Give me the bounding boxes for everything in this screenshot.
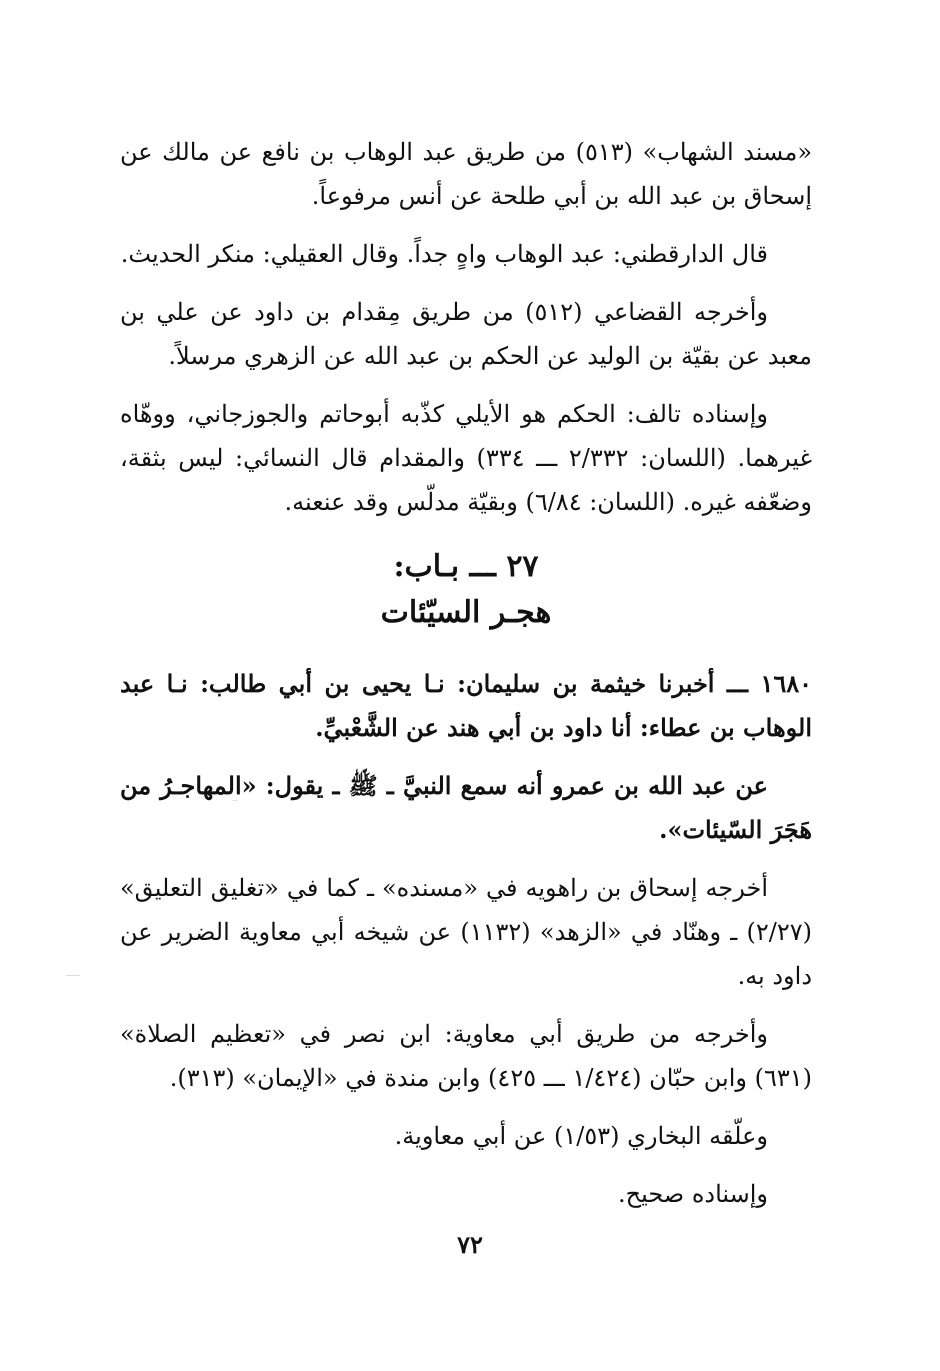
paragraph-musnad-shihab: «مسند الشهاب» (٥١٣) من طريق عبد الوهاب بن نافع عن مالك عن إسحاق بن عبد الله بن أبي طلحة عن أنس مرفوعاً. [120,138,813,210]
page-content [120,130,812,1230]
paragraph-isnad-talif: وإسناده تالف: الحكم هو الأيلي كذّبه أبوحاتم والجوزجاني، ووهّاه غيرهما. (اللسان: ٢/٣٣٢ ـــ ٣٣٤) والمقدام قال النسائي: ليس بثقة، وضعّفه غيره. (اللسان: ٦/٨٤) وبقيّة مدلّس وقد عنعنه. [120,400,812,516]
hadith-isnad: ١٦٨٠ ـــ أخبرنا خيثمة بن سليمان: نـا يحيى بن أبي طالب: نـا عبد الوهاب بن عطاء: أنا داود بن أبي هند عن الشَّعْبيِّ. [120,669,812,742]
paragraph-qudai: وأخرجه القضاعي (٥١٢) من طريق مِقدام بن داود عن علي بن معبد عن بقيّة بن الوليد عن الحكم بن عبد الله عن الزهري مرسلاً. [120,298,812,370]
hadith-matn: عن عبد الله بن عمرو أنه سمع النبيَّ ـ ﷺ ـ يقول: «المهاجـرُ من هَجَرَ السّيئات». [120,771,812,844]
paragraph-daraqutni: قال الدارقطني: عبد الوهاب واهٍ جداً. وقال العقيلي: منكر الحديث. [120,240,768,268]
takhrij-verdict: وإسناده صحيح. [617,1180,768,1208]
chapter-heading [120,544,812,636]
takhrij-bukhari: وعلّقه البخاري (١/٥٣) عن أبي معاوية. [394,1122,768,1150]
takhrij-abu-muawiya: وأخرجه من طريق أبي معاوية: ابن نصر في «تعظيم الصلاة» (٦٣١) وابن حبّان (١/٤٢٤ ـــ ٤٢٥) وابن مندة في «الإيمان» (٣١٣). [120,1020,812,1092]
takhrij-ishaq: أخرجه إسحاق بن راهويه في «مسنده» ـ كما في «تغليق التعليق» (٢/٢٧) ـ وهنّاد في «الزهد» (١١٣٢) عن شيخه أبي معاوية الضرير عن داود به. [120,874,812,990]
scan-mark [232,800,238,801]
scan-mark [66,975,80,976]
chapter-number: ٢٧ ـــ بـاب: [393,549,539,584]
chapter-title: هجـر السيّئات [380,595,552,630]
page-number: ٧٢ [457,1230,483,1259]
